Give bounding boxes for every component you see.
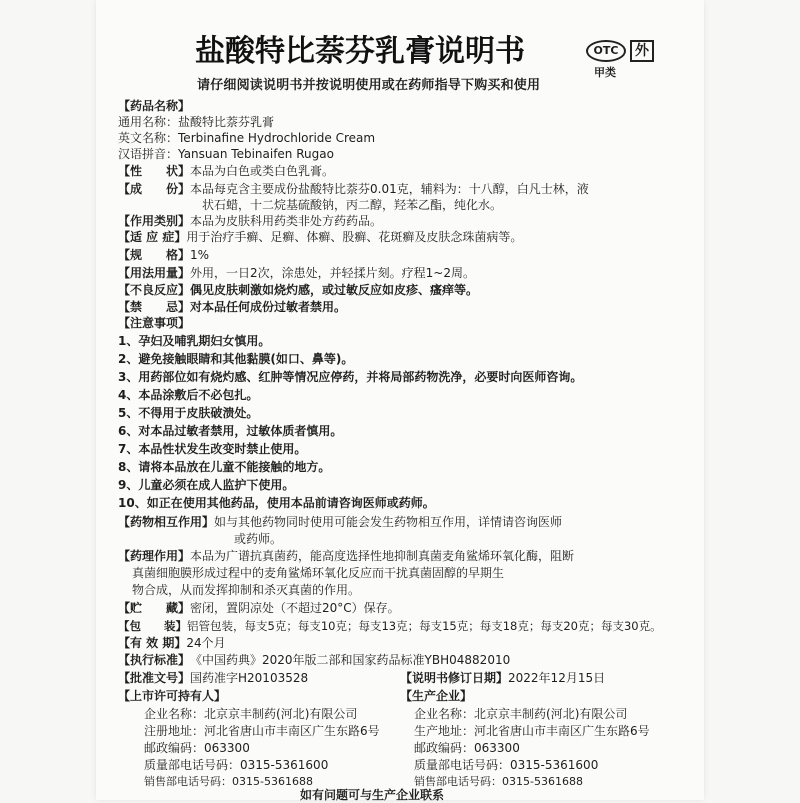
otc-grade: 甲类 bbox=[594, 66, 616, 79]
holder-address-row: 注册地址：河北省唐山市丰南区广生东路6号 bbox=[144, 724, 380, 738]
manufacturer-company-row: 企业名称：北京京丰制药(河北)有限公司 bbox=[414, 707, 628, 721]
precaution-item: 9、儿童必须在成人监护下使用。 bbox=[118, 478, 295, 492]
precautions-heading: 【注意事项】 bbox=[118, 316, 191, 330]
precaution-item: 6、对本品过敏者禁用，过敏体质者慎用。 bbox=[118, 424, 343, 438]
package-row: 【包 装】铝管包装，每支5克；每支10克；每支13克；每支15克；每支18克；每支20克；每支30克。 bbox=[118, 619, 662, 633]
manufacturer-qa-phone-row: 质量部电话号码：0315-5361600 bbox=[414, 758, 599, 772]
holder-zip-row: 邮政编码：063300 bbox=[144, 741, 250, 755]
contraindications-row: 【禁 忌】对本品任何成份过敏者禁用。 bbox=[118, 300, 347, 314]
precaution-item: 3、用药部位如有烧灼感、红肿等情况应停药，并将局部药物洗净，必要时向医师咨询。 bbox=[118, 370, 583, 384]
english-name-row: 英文名称：Terbinafine Hydrochloride Cream bbox=[118, 131, 376, 145]
indications-row: 【适 应 症】用于治疗手癣、足癣、体癣、股癣、花斑癣及皮肤念珠菌病等。 bbox=[118, 230, 523, 244]
usage-warning: 请仔细阅读说明书并按说明使用或在药师指导下购买和使用 bbox=[197, 78, 541, 93]
interactions-row-2: 或药师。 bbox=[234, 532, 283, 546]
composition-row-2: 状石蜡，十二烷基硫酸钠，丙二醇，羟苯乙酯，纯化水。 bbox=[202, 198, 503, 212]
manufacturer-heading: 【生产企业】 bbox=[400, 689, 473, 703]
holder-sales-phone-row: 销售部电话号码：0315-5361688 bbox=[144, 775, 313, 788]
pinyin-row: 汉语拼音：Yansuan Tebinaifen Rugao bbox=[118, 147, 334, 161]
properties-row: 【性 状】本品为白色或类白色乳膏。 bbox=[118, 164, 335, 178]
composition-row: 【成 份】本品每克含主要成份盐酸特比萘芬0.01克，辅料为：十八醇，白凡士林，液 bbox=[118, 182, 589, 196]
precaution-item: 7、本品性状发生改变时禁止使用。 bbox=[118, 442, 307, 456]
precaution-item: 10、如正在使用其他药品，使用本品前请咨询医师或药师。 bbox=[118, 496, 435, 510]
holder-qa-phone-row: 质量部电话号码：0315-5361600 bbox=[144, 758, 329, 772]
manufacturer-sales-phone-row: 销售部电话号码：0315-5361688 bbox=[414, 775, 583, 788]
revision-row: 【说明书修订日期】2022年12月15日 bbox=[400, 671, 606, 685]
manufacturer-address-row: 生产地址：河北省唐山市丰南区广生东路6号 bbox=[414, 724, 650, 738]
external-use-badge: 外 bbox=[630, 40, 654, 62]
approval-row: 【批准文号】国药准字H20103528 bbox=[118, 671, 309, 685]
holder-company-row: 企业名称：北京京丰制药(河北)有限公司 bbox=[144, 707, 358, 721]
interactions-row: 【药物相互作用】如与其他药物同时使用可能会发生药物相互作用，详情请咨询医师 bbox=[118, 515, 563, 529]
holder-heading: 【上市许可持有人】 bbox=[118, 689, 227, 703]
spec-row: 【规 格】1% bbox=[118, 248, 210, 262]
common-name-row: 通用名称：盐酸特比萘芬乳膏 bbox=[118, 115, 275, 129]
storage-row: 【贮 藏】密闭，置阴凉处（不超过20°C）保存。 bbox=[118, 601, 400, 615]
precaution-item: 5、不得用于皮肤破溃处。 bbox=[118, 406, 259, 420]
precaution-item: 4、本品涂敷后不必包扎。 bbox=[118, 388, 259, 402]
pharmacology-row: 【药理作用】本品为广谱抗真菌药，能高度选择性地抑制真菌麦角鲨烯环氧化酶，阻断 bbox=[118, 549, 575, 563]
manufacturer-zip-row: 邮政编码：063300 bbox=[414, 741, 520, 755]
precaution-item: 8、请将本品放在儿童不能接触的地方。 bbox=[118, 460, 331, 474]
standard-row: 【执行标准】《中国药典》2020年版二部和国家药品标准YBH04882010 bbox=[118, 653, 511, 667]
dosage-row: 【用法用量】外用，一日2次，涂患处，并轻揉片刻。疗程1~2周。 bbox=[118, 266, 475, 280]
adverse-row: 【不良反应】偶见皮肤刺激如烧灼感，或过敏反应如皮疹、瘙痒等。 bbox=[118, 283, 479, 297]
drug-name-heading: 【药品名称】 bbox=[118, 99, 191, 113]
otc-badge: OTC bbox=[586, 40, 626, 62]
pharmacology-row-2: 真菌细胞膜形成过程中的麦角鲨烯环氧化反应而干扰真菌固醇的早期生 bbox=[132, 566, 505, 580]
validity-row: 【有 效 期】24个月 bbox=[118, 636, 226, 650]
category-row: 【作用类别】本品为皮肤科用药类非处方药药品。 bbox=[118, 214, 383, 228]
precaution-item: 2、避免接触眼睛和其他黏膜(如口、鼻等)。 bbox=[118, 352, 354, 366]
leaflet-title: 盐酸特比萘芬乳膏说明书 bbox=[195, 34, 525, 69]
contact-footer: 如有问题可与生产企业联系 bbox=[300, 788, 445, 802]
pharmacology-row-3: 物合成，从而发挥抑制和杀灭真菌的作用。 bbox=[132, 583, 361, 597]
precaution-item: 1、孕妇及哺乳期妇女慎用。 bbox=[118, 334, 271, 348]
